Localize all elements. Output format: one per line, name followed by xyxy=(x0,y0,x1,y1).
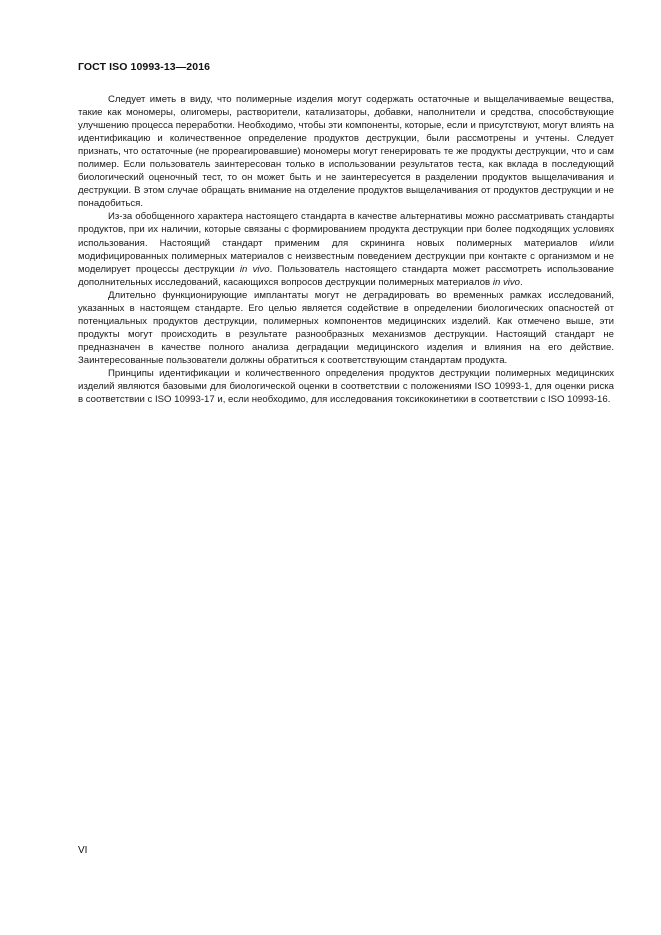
paragraph xyxy=(78,210,614,288)
standard-header: ГОСТ ISO 10993-13—2016 xyxy=(78,61,211,73)
text-segment: Следует иметь в виду, что полимерные изделия могут содержать остаточные и выщелачиваемые вещества, такие как мономеры, олигомеры, растворители, катализаторы, добавки, наполнители и средства, способствующие улучшению процесса переработки. Необходимо, чтобы эти компоненты, которые, если и присутствуют, могут влиять на идентификацию и количественное определение продуктов деструкции, были рассмотрены и учтены. Следует признать, что остаточные (не прореагировавшие) мономеры могут генерировать те же продукты деструкции, что и сам полимер. Если пользователь заинтересован только в использовании результатов теста, как вклада в последующий биологический оценочный тест, то он может быть и не заинтересуется в разделении продуктов выщелачивания и деструкции. В этом случае обращать внимание на отделение продуктов выщелачивания от продуктов деструкции и не понадобиться. xyxy=(78,94,614,210)
paragraph xyxy=(78,93,614,210)
text-segment: Длительно функционирующие имплантаты могут не деградировать во временных рамках исследований, указанных в настоящем стандарте. Его целью является содействие в определении биологических опасностей от потенциальных продуктов деструкции, полимерных компонентов медицинских изделий. Как отмечено выше, эти продукты могут происходить в результате разнообразных механизмов деструкции. Настоящий стандарт не предназначен в качестве полного анализа деградации медицинского изделия и влияния на его действие. Заинтересованные пользователи должны обратиться к соответствующим стандартам продукта. xyxy=(78,289,614,366)
page-number: VI xyxy=(78,845,88,856)
body-text xyxy=(78,93,614,406)
text-segment: Принципы идентификации и количественного определения продуктов деструкции полимерных медицинских изделий являются базовыми для биологической оценки в соответствии с положениями ISO 10993-1, для оценки риска в соответствии с ISO 10993-17 и, если необходимо, для исследования токсикокинетики в соответствии с ISO 10993-16. xyxy=(78,367,614,406)
paragraph xyxy=(78,367,614,406)
paragraph xyxy=(78,289,614,367)
text-segment: . Пользователь настоящего стандарта может рассмотреть использование дополнительных исследований, касающихся вопросов деструкции полимерных материалов xyxy=(78,263,614,288)
italic-term: in vivo xyxy=(492,276,521,288)
italic-term: in vivo xyxy=(239,263,270,275)
text-segment: . xyxy=(520,276,523,288)
text-segment: Из-за обобщенного характера настоящего стандарта в качестве альтернативы можно рассматривать стандарты продуктов, при их наличии, которые связаны с формированием продукта деструкции при более подходящих условиях использования. Настоящий стандарт применим для скрининга новых полимерных материалов и/или модифицированных полимерных материалов с неизвестным поведением деструкции при контакте с организмом и не моделирует процессы деструкции xyxy=(78,211,614,275)
